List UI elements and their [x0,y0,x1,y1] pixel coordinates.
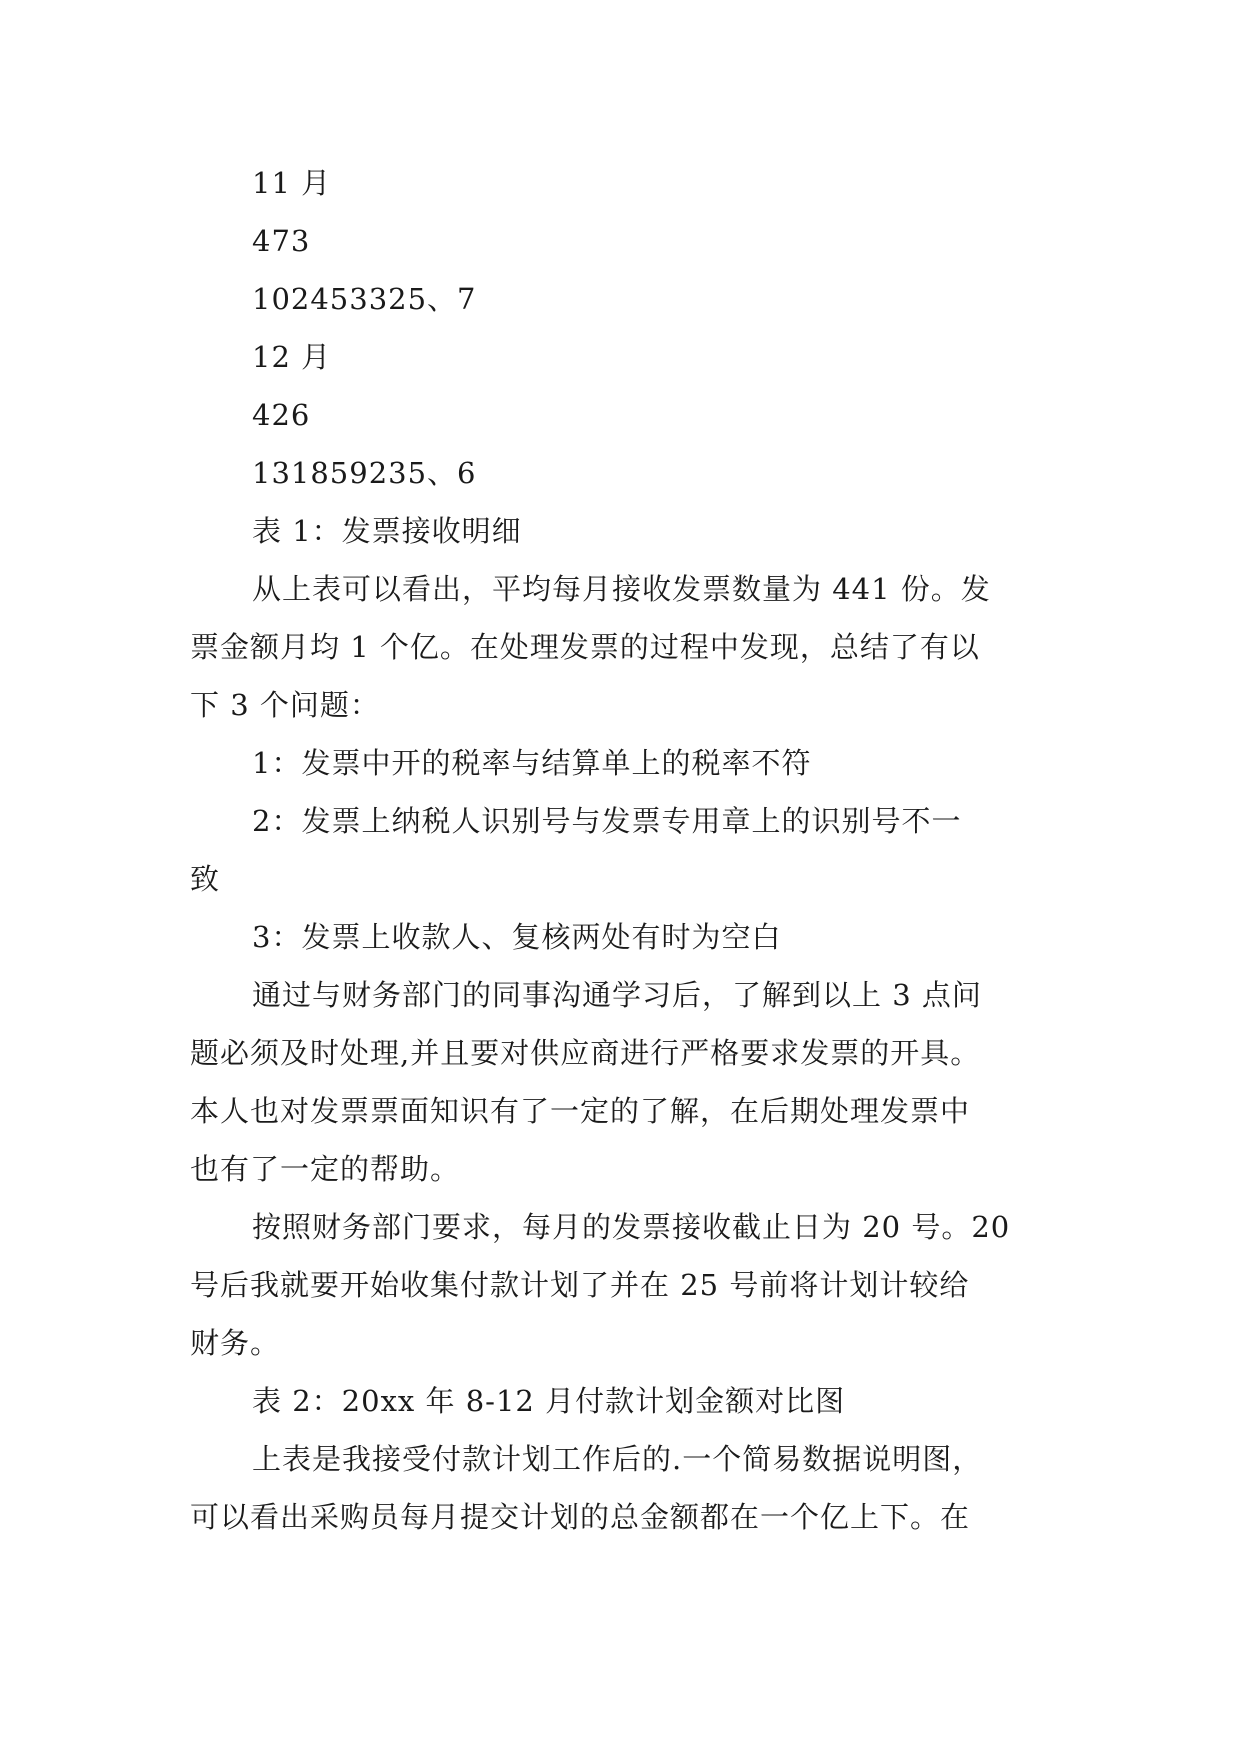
paragraph-line: 可以看出采购员每月提交计划的总金额都在一个亿上下。在 [190,1500,971,1534]
paragraph-line: 从上表可以看出，平均每月接收发票数量为 441 份。发 [252,572,991,606]
table-cell-month-12: 12 月 [252,340,332,374]
paragraph-line: 号后我就要开始收集付款计划了并在 25 号前将计划计较给 [190,1268,970,1302]
issue-item-3: 3：发票上收款人、复核两处有时为空白 [252,920,782,954]
table-cell-amount-12: 131859235、6 [252,456,477,490]
table-caption-1: 表 1：发票接收明细 [252,514,522,548]
issue-item-2-continued: 致 [190,862,221,896]
paragraph-line: 下 3 个问题： [190,688,380,722]
paragraph-line: 也有了一定的帮助。 [190,1152,461,1186]
table-cell-month-11: 11 月 [252,166,332,200]
table-caption-2: 表 2：20xx 年 8-12 月付款计划金额对比图 [252,1384,846,1418]
issue-item-2: 2：发票上纳税人识别号与发票专用章上的识别号不一 [252,804,962,838]
table-cell-amount-11: 102453325、7 [252,282,477,316]
paragraph-line: 通过与财务部门的同事沟通学习后，了解到以上 3 点问 [252,978,982,1012]
table-cell-count-11: 473 [252,224,311,258]
paragraph-line: 题必须及时处理,并且要对供应商进行严格要求发票的开具。 [190,1036,981,1070]
paragraph-line: 上表是我接受付款计划工作后的.一个简易数据说明图， [252,1442,983,1476]
paragraph-line: 财务。 [190,1326,281,1360]
paragraph-line: 按照财务部门要求，每月的发票接收截止日为 20 号。20 [252,1210,1011,1244]
paragraph-line: 本人也对发票票面知识有了一定的了解，在后期处理发票中 [190,1094,971,1128]
table-cell-count-12: 426 [252,398,311,432]
paragraph-line: 票金额月均 1 个亿。在处理发票的过程中发现，总结了有以 [190,630,980,664]
issue-item-1: 1：发票中开的税率与结算单上的税率不符 [252,746,812,780]
